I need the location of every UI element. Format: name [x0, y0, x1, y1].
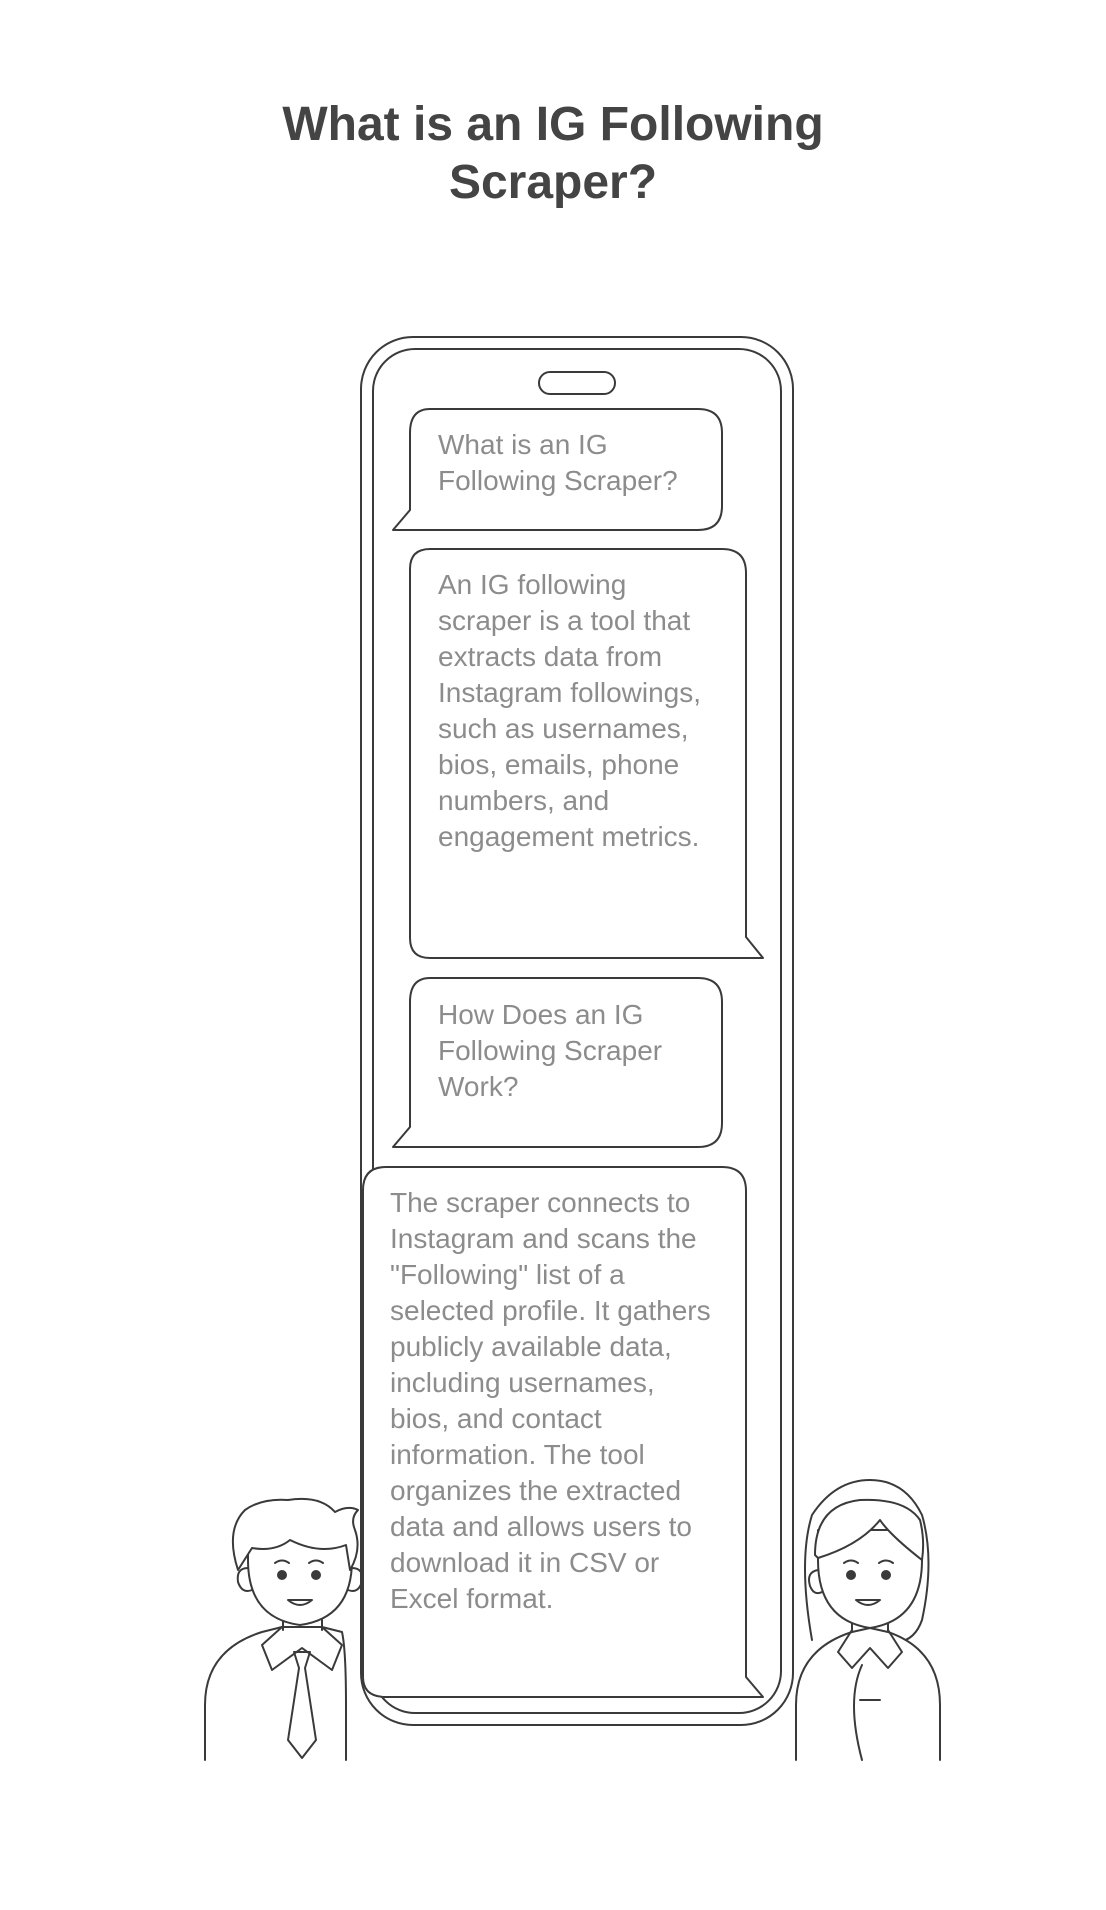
woman-icon — [796, 1480, 940, 1760]
bubble-2-text: An IG following scraper is a tool that extracts data from Instagram followings, such as usernames, bios, emails, phone numbers, and engagement metrics. — [438, 569, 702, 852]
bubble-1-text: What is an IG Following Scraper? — [438, 429, 678, 496]
phone-speaker-icon — [539, 372, 615, 394]
man-icon — [205, 1499, 362, 1760]
diagram-title: What is an IG Following Scraper? — [282, 98, 824, 209]
bubble-3-text: How Does an IG Following Scraper Work? — [438, 999, 663, 1102]
bubble-4-text: The scraper connects to Instagram and scans the "Following" list of a selected profile. It gathers publicly available data, including usernames, bios, and contact information. The tool organizes the extracted data and allows users to download it in CSV or Excel format. — [390, 1187, 711, 1614]
